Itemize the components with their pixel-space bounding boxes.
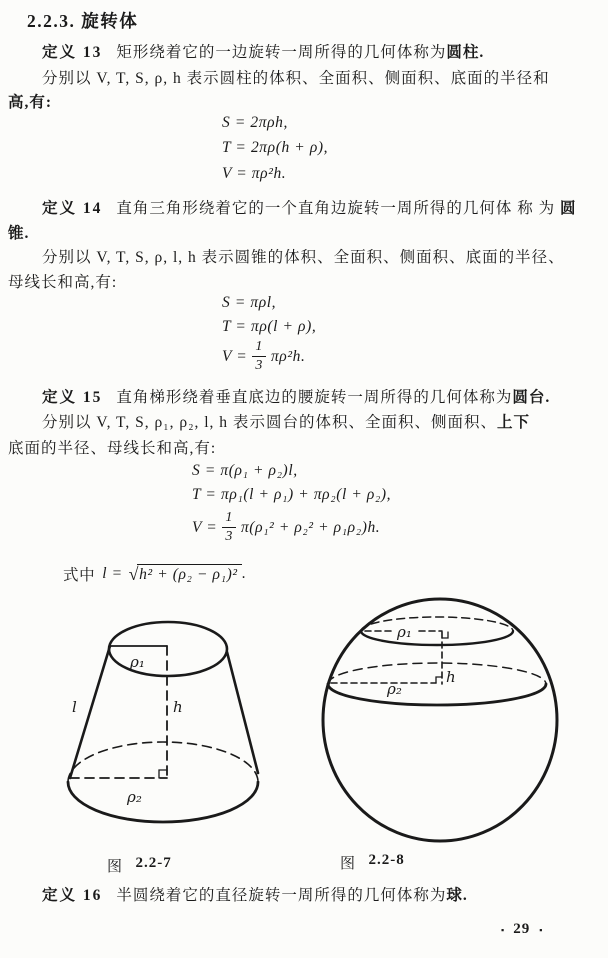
page-number — [501, 921, 542, 938]
definition-15-paragraph-line1 — [42, 413, 530, 433]
frustum-slant-label: l — [72, 698, 77, 716]
frustum-lateral-area-formula: S = π(ρ₁ + ρ₂)l, — [192, 462, 298, 479]
definition-13-period: . — [479, 44, 485, 61]
frustum-bottom-ellipse-front — [68, 782, 258, 822]
frustum-volume-rhs: π(ρ₁² + ρ₂² + ρ₁ρ₂)h. — [240, 518, 381, 536]
definition-15-label: 定义 15 — [42, 389, 103, 406]
definition-15-paragraph-line1-text: 分别以 V, T, S, ρ₁, ρ₂, l, h 表示圆台的体积、全面积、侧面积、 — [42, 414, 497, 431]
caption-number: 2.2-8 — [368, 852, 405, 868]
sphere-drawing — [315, 590, 565, 850]
definition-13-term: 圆柱 — [446, 44, 480, 61]
sphere-height-label: h — [446, 668, 456, 686]
definition-16-body: 半圆绕着它的直径旋转一周所得的几何体称为 — [116, 887, 447, 904]
sphere-top-circle-back — [361, 617, 513, 631]
sphere-top-radius-label: ρ₁ — [397, 623, 412, 641]
cone-lateral-area-formula: S = πρl, — [222, 294, 277, 311]
definition-13-paragraph-line2: 高,有: — [8, 94, 53, 111]
one-third-fraction: $\frac{1}{3}$ — [222, 511, 236, 544]
caption-prefix: 图 — [340, 856, 356, 872]
frustum-top-radius-label: ρ₁ — [130, 653, 145, 671]
figure-8-caption — [340, 852, 405, 873]
definition-14-paragraph-line1: 分别以 V, T, S, ρ, l, h 表示圆锥的体积、全面积、侧面积、底面的半径、 — [42, 249, 565, 266]
cone-total-area-formula: T = πρ(l + ρ), — [222, 318, 317, 335]
frustum-volume-formula — [192, 511, 380, 544]
cone-volume-formula — [222, 340, 305, 373]
note-lhs: l = — [102, 565, 123, 582]
figure-frustum — [55, 600, 270, 840]
right-angle-mark — [436, 677, 442, 683]
frustum-top-ellipse — [109, 622, 227, 676]
note-prefix: 式中 — [63, 567, 96, 584]
definition-15-body: 直角梯形绕着垂直底边的腰旋转一周所得的几何体称为 — [116, 389, 513, 406]
figure-7-caption — [107, 855, 172, 876]
cylinder-volume-formula: V = πρ²h. — [222, 165, 287, 182]
caption-number: 2.2-7 — [135, 855, 172, 871]
frustum-bottom-ellipse-back — [68, 742, 258, 782]
cone-volume-rhs: πρ²h. — [270, 347, 306, 365]
frustum-bottom-radius-label: ρ₂ — [127, 788, 142, 806]
definition-14-paragraph-line2: 母线长和高,有: — [8, 274, 118, 291]
definition-16-period: . — [462, 887, 468, 904]
definition-14-term: 圆 — [560, 200, 577, 217]
sphere-mid-radius-label: ρ₂ — [387, 680, 402, 698]
footer-page-number: 29 — [513, 921, 531, 937]
frustum-volume-lhs: V = — [192, 518, 218, 536]
definition-15-paragraph-line2: 底面的半径、母线长和高,有: — [8, 440, 217, 457]
right-angle-mark — [159, 770, 167, 778]
definition-13-paragraph-line1: 分别以 V, T, S, ρ, h 表示圆柱的体积、全面积、侧面积、底面的半径和 — [42, 70, 550, 87]
definition-15-period: . — [545, 389, 551, 406]
frustum-total-area-formula: T = πρ₁(l + ρ₁) + πρ₂(l + ρ₂), — [192, 486, 392, 503]
definition-13-body: 矩形绕着它的一边旋转一周所得的几何体称为 — [116, 44, 447, 61]
definition-14-label: 定义 14 — [42, 200, 103, 217]
sphere-mid-circle-back — [328, 663, 546, 684]
sphere-outline — [323, 599, 557, 841]
sphere-top-circle-front — [361, 631, 513, 645]
one-third-fraction: $\frac{1}{3}$ — [252, 340, 266, 373]
frustum-height-label: h — [173, 698, 183, 716]
definition-16-term: 球 — [446, 887, 463, 904]
section-heading: 2.2.3. 旋转体 — [27, 11, 139, 31]
slant-length-note — [63, 563, 246, 585]
definition-15-term: 圆台 — [512, 389, 546, 406]
cylinder-lateral-area-formula: S = 2πρh, — [222, 114, 288, 131]
definition-15-paragraph-line1-bold: 上下 — [496, 414, 530, 431]
definition-16-label: 定义 16 — [42, 887, 103, 904]
cone-volume-lhs: V = — [222, 347, 248, 365]
footer-bullet-icon: ▪ — [501, 924, 505, 935]
definition-16-sentence — [42, 886, 468, 906]
sphere-mid-circle-front — [328, 684, 546, 705]
definition-14-sentence — [42, 199, 577, 219]
definition-14-body: 直角三角形绕着它的一个直角边旋转一周所得的几何体 称 为 — [116, 200, 561, 217]
cylinder-total-area-formula: T = 2πρ(h + ρ), — [222, 139, 329, 156]
note-period: . — [241, 565, 247, 582]
definition-15-sentence — [42, 388, 550, 408]
definition-13-sentence — [42, 43, 484, 63]
radical-sign: √ — [128, 563, 140, 584]
frustum-drawing — [55, 600, 270, 840]
radicand: h² + (ρ₂ − ρ₁)² — [137, 564, 241, 584]
footer-bullet-icon: ▪ — [539, 924, 543, 935]
right-angle-mark — [442, 632, 448, 638]
figure-sphere — [315, 590, 565, 850]
definition-13-label: 定义 13 — [42, 44, 103, 61]
definition-14-term-wrap: 锥. — [8, 225, 30, 242]
caption-prefix: 图 — [107, 859, 123, 875]
